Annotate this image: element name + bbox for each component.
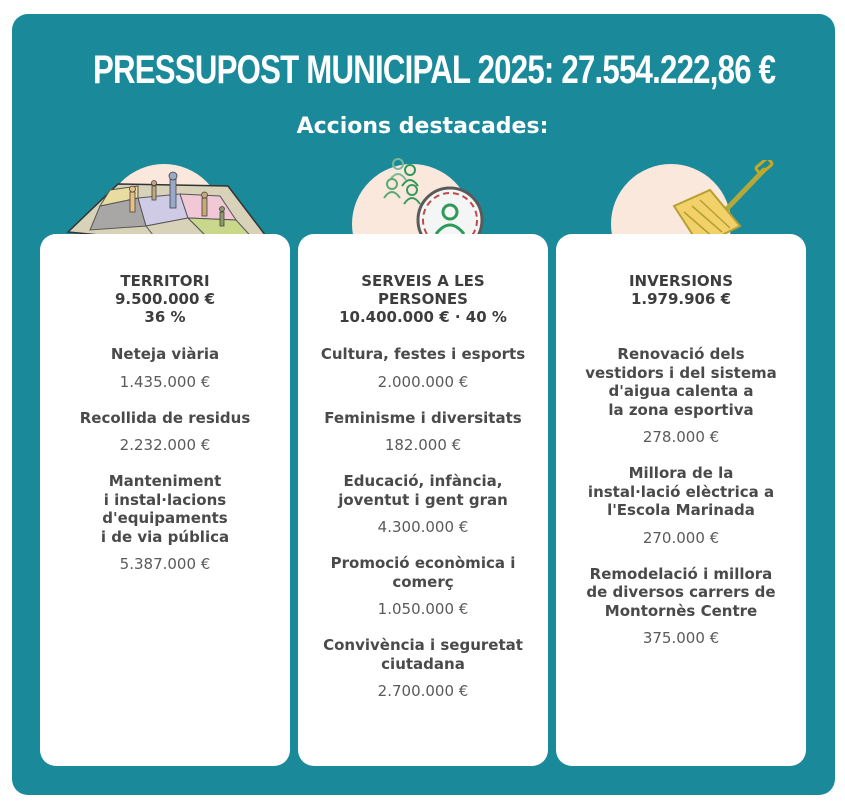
page-title: PRESSUPOST MUNICIPAL 2025: 27.554.222,86 € (92, 48, 776, 92)
budget-item: Cultura, festes i esports 2.000.000 € (320, 345, 526, 391)
serveis-column (298, 272, 548, 700)
budget-item: Neteja viària 1.435.000 € (110, 345, 220, 391)
budget-item: Promoció econòmica i comerç 1.050.000 € (330, 554, 516, 618)
budget-item: Millora de la instal·lació elèctrica a l'Escola Marinada 270.000 € (587, 464, 775, 547)
territori-column (40, 272, 290, 573)
inversions-heading: INVERSIONS 1.979.906 € (628, 272, 734, 308)
budget-item: Manteniment i instal·lacions d'equipaments i de via pública 5.387.000 € (100, 472, 230, 573)
page-subtitle: Accions destacades: (296, 114, 549, 139)
budget-item: Renovació dels vestidors i del sistema d'aigua calenta a la zona esportiva 278.000 € (585, 345, 777, 446)
inversions-column (556, 272, 806, 647)
budget-item: Convivència i seguretat ciutadana 2.700.000 € (323, 636, 523, 700)
budget-item: Educació, infància, joventut i gent gran 4.300.000 € (338, 472, 508, 536)
budget-item: Recollida de residus 2.232.000 € (79, 408, 251, 454)
budget-item: Remodelació i millora de diversos carrers de Montornès Centre 375.000 € (586, 564, 776, 647)
budget-item: Feminisme i diversitats 182.000 € (324, 408, 522, 454)
territori-heading: TERRITORI 9.500.000 € 36 % (114, 272, 216, 326)
serveis-heading: SERVEIS A LES PERSONES 10.400.000 € · 40 % (339, 272, 507, 326)
